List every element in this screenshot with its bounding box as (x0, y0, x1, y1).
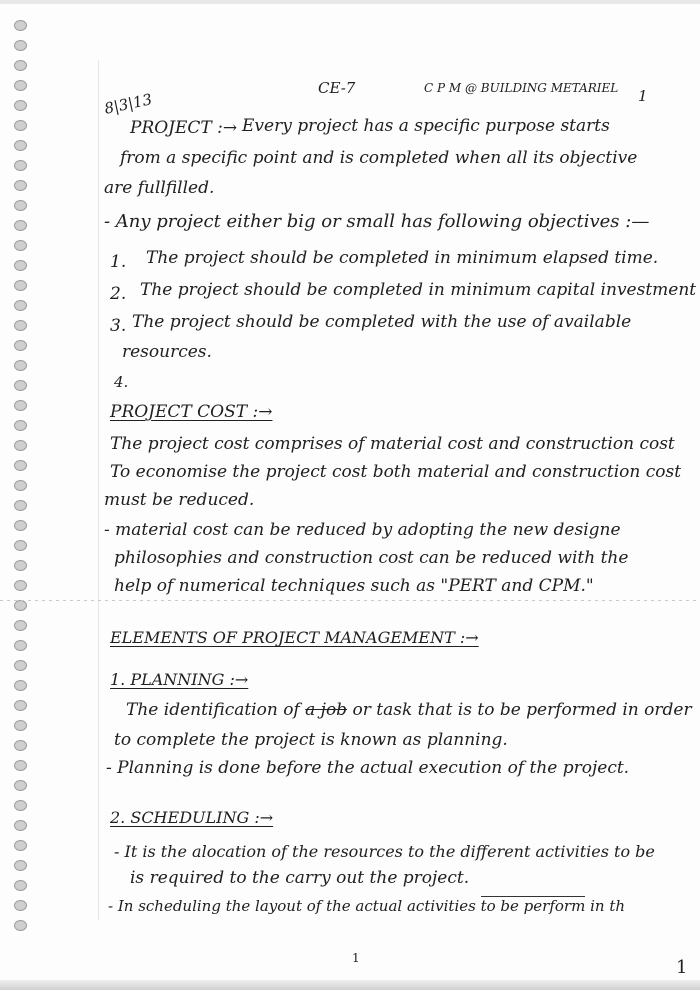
binding-hole (14, 760, 27, 771)
binding-hole (14, 460, 27, 471)
binding-hole (14, 620, 27, 631)
project-cost-line-1: The project cost comprises of material cost and construction cost (110, 434, 675, 454)
planning-line-2: to complete the project is known as planning. (114, 730, 508, 750)
binding-hole (14, 640, 27, 651)
binding-hole (14, 20, 27, 31)
objective-1-number: 1. (110, 252, 127, 272)
binding-hole (14, 380, 27, 391)
planning-heading: 1. PLANNING :→ (110, 670, 249, 689)
scan-edge-bottom (0, 980, 700, 990)
planning-line-3: - Planning is done before the actual execution of the project. (106, 758, 630, 778)
page-number: 1 (352, 951, 360, 965)
project-cost-line-3: must be reduced. (104, 490, 255, 510)
scheduling-line-3-start: - In scheduling the layout of the actual activities (108, 897, 476, 915)
binding-hole (14, 200, 27, 211)
objective-2-number: 2. (110, 284, 127, 304)
binding-hole (14, 40, 27, 51)
project-cost-heading: PROJECT COST :→ (110, 402, 273, 422)
scheduling-line-2: is required to the carry out the project. (130, 868, 470, 888)
binding-hole (14, 80, 27, 91)
project-line-1: Every project has a specific purpose starts (242, 116, 610, 136)
objective-3-continued: resources. (122, 342, 212, 362)
page-fold (0, 600, 700, 601)
binding-hole (14, 780, 27, 791)
project-line-3: are fullfilled. (104, 178, 215, 198)
binding-hole (14, 860, 27, 871)
planning-line-1-end: or task that is to be performed in order (352, 700, 692, 720)
binding-hole (14, 840, 27, 851)
scheduling-overlined: to be perform (480, 897, 586, 915)
objective-3-text: The project should be completed with the use of available (132, 312, 632, 332)
binding-hole (14, 880, 27, 891)
binding-hole (14, 700, 27, 711)
binding-hole (14, 660, 27, 671)
project-line-2: from a specific point and is completed when all its objective (120, 148, 638, 168)
binding-hole (14, 360, 27, 371)
scheduling-line-1: - It is the alocation of the resources to the different activities to be (114, 842, 655, 861)
scan-edge-top (0, 0, 700, 4)
planning-crossed-out: a job (305, 700, 348, 720)
binding-hole (14, 520, 27, 531)
project-cost-line-6: help of numerical techniques such as "PERT and CPM." (114, 576, 594, 596)
binding-hole (14, 400, 27, 411)
binding-hole (14, 540, 27, 551)
project-cost-line-5: philosophies and construction cost can be reduced with the (114, 548, 629, 568)
date: 8|3|13 (102, 90, 154, 118)
subject-title: C P M @ BUILDING METARIEL (424, 81, 619, 95)
binding-hole (14, 900, 27, 911)
project-heading: PROJECT :→ (130, 118, 238, 138)
objective-4-number: 4. (114, 373, 129, 391)
binding-hole (14, 480, 27, 491)
binding-hole (14, 680, 27, 691)
binding-hole (14, 420, 27, 431)
binding-hole (14, 280, 27, 291)
scheduling-line-3 (108, 896, 625, 916)
binding-hole (14, 120, 27, 131)
binding-hole (14, 560, 27, 571)
binding-hole (14, 720, 27, 731)
project-cost-line-2: To economise the project cost both material and construction cost (110, 462, 682, 482)
planning-line-1-start: The identification of (126, 700, 300, 720)
binding-hole (14, 220, 27, 231)
course-code: CE-7 (318, 79, 356, 97)
binding-hole (14, 100, 27, 111)
spiral-holes (0, 20, 40, 940)
binding-hole (14, 440, 27, 451)
planning-line-1 (126, 700, 692, 720)
binding-hole (14, 160, 27, 171)
binding-hole (14, 920, 27, 931)
binding-hole (14, 140, 27, 151)
margin-line (98, 60, 99, 920)
scheduling-heading: 2. SCHEDULING :→ (110, 808, 274, 827)
binding-hole (14, 500, 27, 511)
corner-page-number: 1 (676, 957, 688, 978)
binding-hole (14, 740, 27, 751)
binding-hole (14, 820, 27, 831)
binding-hole (14, 300, 27, 311)
objective-3-number: 3. (110, 316, 127, 336)
binding-hole (14, 260, 27, 271)
objective-1-text: The project should be completed in minimum elapsed time. (146, 248, 659, 268)
binding-hole (14, 240, 27, 251)
elements-heading: ELEMENTS OF PROJECT MANAGEMENT :→ (110, 628, 479, 647)
binding-hole (14, 580, 27, 591)
objective-2-text: The project should be completed in minimum capital investment (140, 280, 697, 300)
binding-hole (14, 800, 27, 811)
binding-hole (14, 340, 27, 351)
objectives-intro: - Any project either big or small has following objectives :— (104, 211, 650, 232)
binding-hole (14, 60, 27, 71)
project-cost-line-4: - material cost can be reduced by adopting the new designe (104, 520, 621, 540)
scheduling-line-3-end: in th (590, 897, 626, 915)
binding-hole (14, 600, 27, 611)
header-corner-mark: 1 (638, 87, 648, 105)
binding-hole (14, 320, 27, 331)
binding-hole (14, 180, 27, 191)
